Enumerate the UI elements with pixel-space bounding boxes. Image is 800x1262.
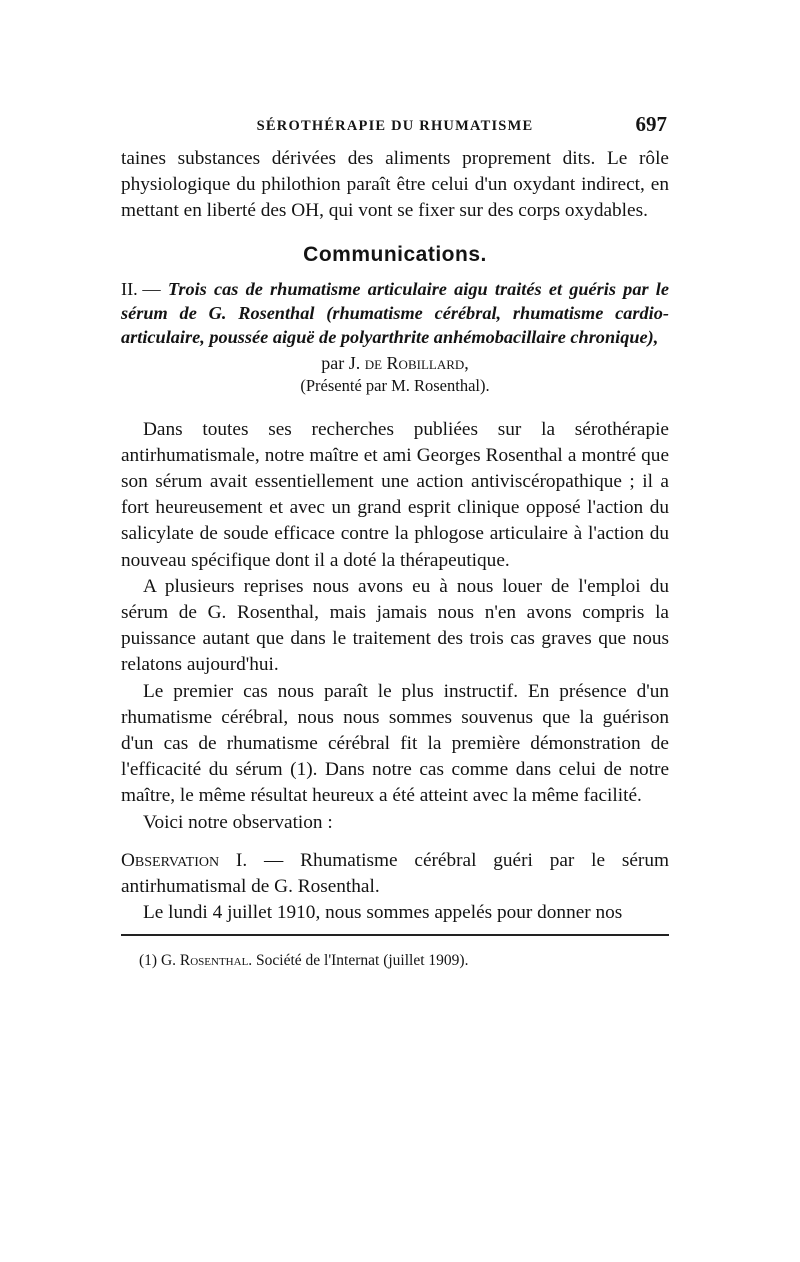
running-head (121, 110, 669, 140)
observation-heading (121, 848, 669, 900)
document-page (121, 110, 669, 971)
running-title: SÉROTHÉRAPIE DU RHUMATISME (256, 118, 534, 134)
footnote-author: G. Rosenthal. (160, 952, 253, 970)
communication-title-text: Trois cas de rhumatisme articulaire aigu traités et guéris par le sérum de G. Rosenthal (rhumatisme cérébral, rhumatisme cardio-articulaire, poussée aiguë de polyarthrite anhémobacillaire chronique), (121, 278, 669, 347)
paragraph-3: Le premier cas nous paraît le plus instructif. En présence d'un rhumatisme cérébral, nous nous sommes souvenus que la guérison d'un cas de rhumatisme cérébral fit la première démonstration de l'efficacité du sérum (1). Dans notre cas comme dans celui de notre maître, le même résultat heureux a été atteint avec la même facilité. (121, 680, 669, 807)
presented-by: (Présenté par M. Rosenthal). (300, 375, 490, 395)
paragraph-1: Dans toutes ses recherches publiées sur la sérothérapie antirhumatismale, notre maître et ami Georges Rosenthal a montré que son sérum avait essentiellement une action antiviscéropathique ; il a fort heureusement et avec un grand esprit clinique opposé l'action du salicylate de soude efficace contre la phlogose articulaire à l'action du nouveau spécifique dont il a doté la thérapeutique. (121, 418, 669, 571)
final-paragraph: Le lundi 4 juillet 1910, nous sommes appelés pour donner nos (143, 902, 623, 924)
communication-title (121, 277, 669, 349)
author-prefix: par J. (321, 352, 361, 373)
page-number: 697 (635, 112, 667, 136)
main-text (121, 417, 669, 836)
observation-text: — Rhumatisme cérébral guéri par le sérum antirhumatismal de G. Rosenthal. (121, 849, 669, 898)
footnote-text: Société de l'Internat (juillet 1909). (256, 952, 469, 970)
communication-number: II. — (121, 278, 161, 299)
author-name: de Robillard, (364, 352, 469, 373)
section-heading: Communications. (303, 242, 487, 266)
footnote (121, 951, 669, 971)
paragraph-4: Voici notre observation : (143, 811, 333, 833)
observation-label: Observation I. (121, 849, 248, 871)
intro-paragraph: taines substances dérivées des aliments proprement dits. Le rôle physiologique du philothion paraît être celui d'un oxydant indirect, en mettant en liberté des OH, qui vont se fixer sur des corps oxydables. (121, 148, 669, 222)
footnote-marker: (1) (139, 952, 158, 970)
author-line (121, 351, 669, 375)
footnote-rule (121, 934, 669, 936)
paragraph-2: A plusieurs reprises nous avons eu à nous louer de l'emploi du sérum de G. Rosenthal, mais jamais nous n'en avons compris la puissance autant que dans le traitement des trois cas graves que nous relatons aujourd'hui. (121, 575, 669, 676)
